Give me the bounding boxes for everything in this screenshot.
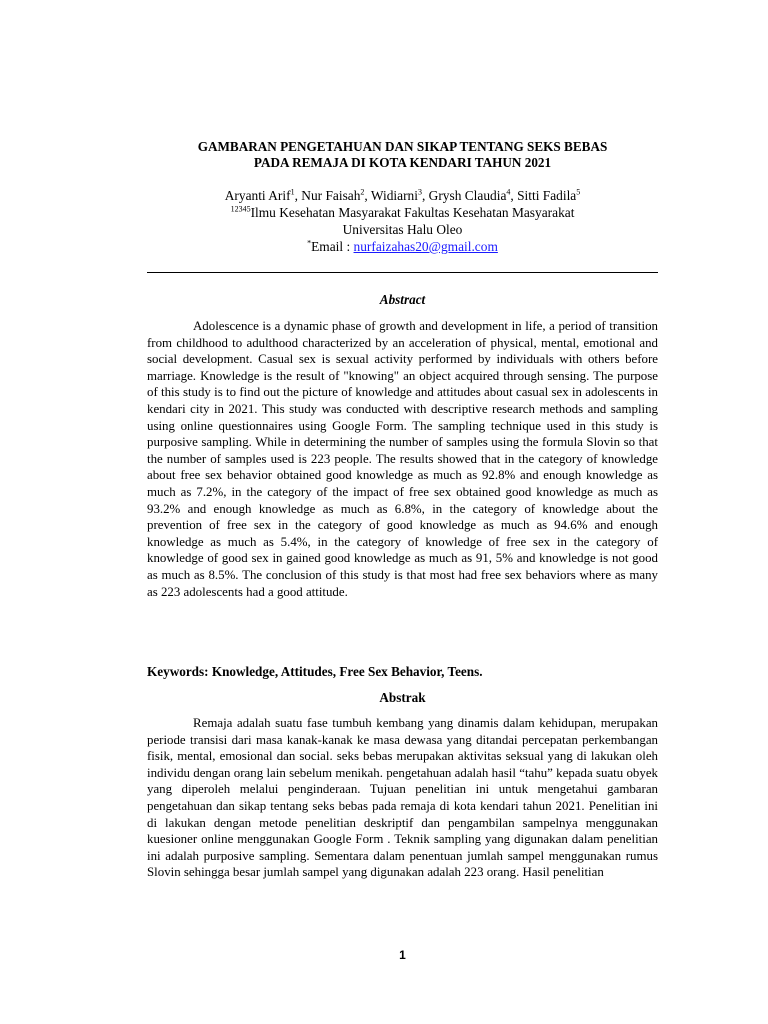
keywords: Keywords: Knowledge, Attitudes, Free Sex Behavior, Teens.: [147, 664, 483, 679]
affiliation: [147, 204, 658, 221]
university: Universitas Halu Oleo: [342, 222, 463, 237]
email-link[interactable]: nurfaizahas20@gmail.com: [353, 239, 498, 254]
abstract-heading: Abstract: [379, 292, 426, 307]
abstrak-heading: Abstrak: [379, 690, 426, 705]
author-list: [147, 187, 658, 204]
header-divider: [147, 272, 658, 273]
email-sup: *: [307, 238, 312, 248]
author-sup: 1: [290, 187, 295, 197]
abstract-text: [147, 318, 658, 600]
author-separator: ,: [510, 188, 518, 203]
page-number: 1: [399, 948, 406, 962]
abstrak-body: Remaja adalah suatu fase tumbuh kembang yang dinamis dalam kehidupan, merupakan periode transisi dari masa kanak-kanak ke masa dewasa yang ditandai percepatan perkembangan fisik, mental, emosional dan social. seks bebas merupakan aktivitas seksual yang di lakukan oleh individu dengan orang lain sebelum menikah. pengetahuan adalah hasil “tahu” kepada suatu obyek yang diperoleh melalui penginderaan. Tujuan penelitian ini untuk mengetahui gambaran pengetahuan dan sikap tentang seks bebas pada remaja di kota kendari tahun 2021. Penelitian ini di lakukan dengan metode penelitian deskriptif dan pengambilan sampelnya menggunakan kuesioner online menggunakan Google Form . Teknik sampling yang digunakan dalam penelitian ini adalah purposive sampling. Sementara dalam penentuan jumlah sampel menggunakan rumus Slovin sehingga besar jumlah sampel yang digunakan adalah 223 orang. Hasil penelitian: [147, 716, 658, 880]
affiliation-text: Ilmu Kesehatan Masyarakat Fakultas Kesehatan Masyarakat: [250, 205, 575, 220]
author: Widiarni: [370, 188, 418, 203]
affiliation-sup: 12345: [230, 204, 251, 214]
author: Sitti Fadila: [517, 188, 577, 203]
author: Aryanti Arif: [224, 188, 291, 203]
author: Nur Faisah: [301, 188, 361, 203]
author-sup: 4: [506, 187, 511, 197]
email-line: [147, 238, 658, 255]
author-block: [147, 187, 658, 255]
abstrak-text: [147, 715, 658, 881]
author-sup: 2: [360, 187, 365, 197]
author-sup: 5: [576, 187, 581, 197]
abstract-body: Adolescence is a dynamic phase of growth and development in life, a period of transition from childhood to adulthood characterized by an acceleration of physical, mental, emotional and social development. Casual sex is sexual activity performed by individuals with others before marriage. Knowledge is the result of "knowing" an object acquired through sensing. The purpose of this study is to find out the picture of knowledge and attitudes about casual sex in adolescents in kendari city in 2021. This study was conducted with descriptive research methods and sampling using online questionnaires using Google Form. The sampling technique used in this study is purposive sampling. While in determining the number of samples using the formula Slovin so that the number of samples used is 223 people. The results showed that in the category of knowledge about free sex behavior obtained good knowledge as much as 92.8% and enough knowledge as much as 7.2%, in the category of the impact of free sex obtained good knowledge as much as 93.2% and enough knowledge as much as 6.8%, in the category of knowledge about the prevention of free sex in the category of good knowledge as much as 94.6% and enough knowledge as much as 5.4%, in the category of knowledge of free sex in the category of knowledge of good sex in gained good knowledge as much as 91, 5% and knowledge is not good as much as 8.5%. The conclusion of this study is that most had free sex behaviors where as many as 223 adolescents had a good attitude.: [147, 319, 658, 599]
title-line-2: PADA REMAJA DI KOTA KENDARI TAHUN 2021: [253, 155, 552, 170]
author-separator: ,: [364, 188, 371, 203]
email-label: Email :: [311, 239, 354, 254]
author: Grysh Claudia: [428, 188, 507, 203]
author-sup: 3: [417, 187, 422, 197]
author-separator: ,: [421, 188, 429, 203]
title-line-1: GAMBARAN PENGETAHUAN DAN SIKAP TENTANG SEKS BEBAS: [197, 139, 608, 154]
paper-title: [147, 139, 658, 171]
author-separator: ,: [294, 188, 302, 203]
